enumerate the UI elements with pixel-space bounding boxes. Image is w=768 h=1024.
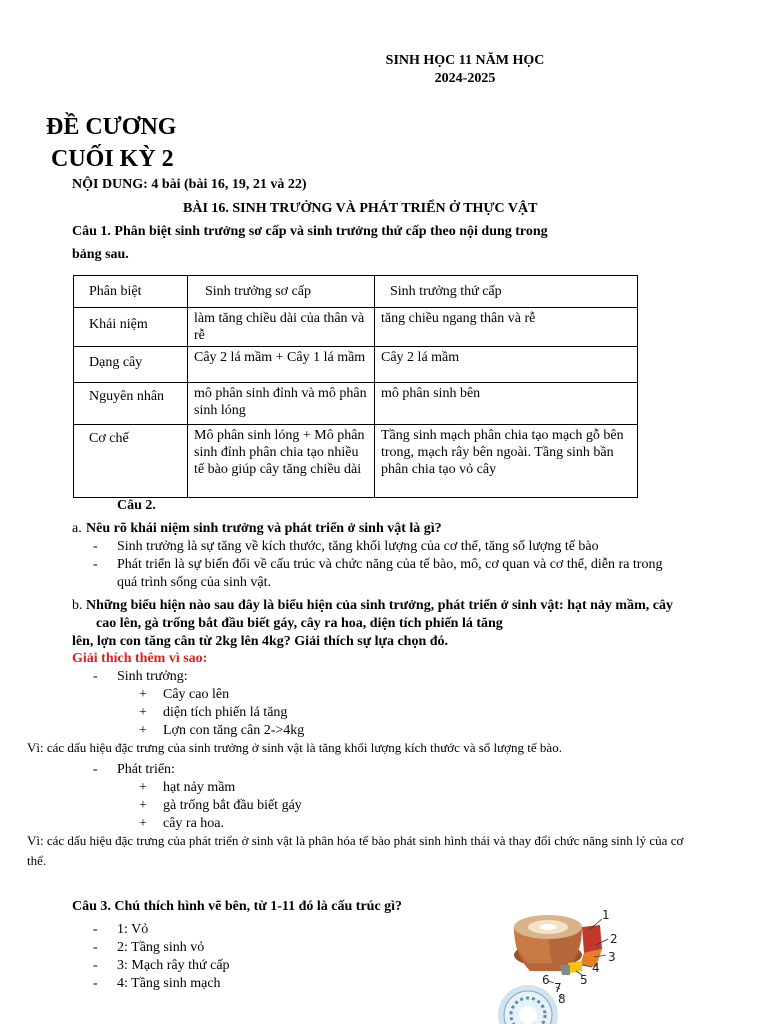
diagram-label: 6 [542,973,550,987]
stem-cross-section-diagram [490,905,640,1024]
table-header-cell: Sinh trưởng thứ cấp [375,276,638,308]
explain-heading: Giải thích thêm vì sao: [72,651,208,666]
table-cell: Cây 2 lá mầm [375,347,638,383]
list-item: Lợn con tăng cân 2->4kg [163,723,305,738]
bullet-plus: + [139,705,147,720]
diagram-label: 4 [592,961,600,975]
header-line-2: 2024-2025 [434,71,496,86]
table-row [74,425,638,498]
part-a-question: Nêu rõ khái niệm sinh trưởng và phát triển ở sinh vật là gì? [86,521,442,536]
bullet-plus: + [139,798,147,813]
table-cell: mô phân sinh đỉnh và mô phân sinh lóng [188,383,375,425]
list-item: gà trống bắt đầu biết gáy [163,798,302,813]
bullet-dash: - [93,976,98,991]
list-item: hạt nảy mầm [163,780,236,795]
part-a-marker: a. [72,521,82,536]
list-item: 1: Vỏ [117,922,149,937]
diagram-label: 3 [608,950,616,964]
list-item: 2: Tầng sinh vỏ [117,940,205,955]
table-cell: Mô phân sinh lóng + Mô phân sinh đỉnh phân chia tạo nhiều tế bào giúp cây tăng chiều dài [188,425,375,498]
part-b-line-3: lên, lợn con tăng cân từ 2kg lên 4kg? Giải thích sự lựa chọn đó. [72,634,449,649]
bullet-dash: - [93,940,98,955]
question-2-label: Câu 2. [117,498,156,513]
list-item: cây ra hoa. [163,816,225,831]
bullet-dash: - [93,922,98,937]
stem-cross-section-disc [498,985,558,1024]
diagram-label: 7 [554,981,562,995]
table-row [74,383,638,425]
table-cell: Tầng sinh mạch phân chia tạo mạch gỗ bên trong, mạch rây bên ngoài. Tầng sinh bần phân chia tạo vỏ cây [375,425,638,498]
part-b-line-2: cao lên, gà trống bắt đầu biết gáy, cây ra hoa, diện tích phiến lá tăng [96,616,503,631]
table-cell: Dạng cây [74,347,188,383]
title-line-2: CUỐI KỲ 2 [51,146,174,172]
development-reason-line-1: Vì: các dấu hiệu đặc trưng của phát triển ở sinh vật là phân hóa tế bào phát sinh hình thái và thay đổi chức năng sinh lý của cơ [27,833,684,848]
list-item-continued: quá trình sống của sinh vật. [117,575,271,590]
question-3: Câu 3. Chú thích hình vẽ bên, từ 1-11 đó là cấu trúc gì? [72,899,403,914]
development-reason-line-2: thể. [27,853,47,868]
bullet-dash: - [93,557,98,572]
diagram-label: 1 [602,908,610,922]
bullet-plus: + [139,723,147,738]
table-header-cell: Phân biệt [74,276,188,308]
growth-reason: Vì: các dấu hiệu đặc trưng của sinh trưởng ở sinh vật là tăng khối lượng kích thước và số lượng tế bào. [27,740,562,755]
diagram-label: 8 [558,992,566,1006]
diagram-label: 2 [610,932,618,946]
table-cell: Nguyên nhân [74,383,188,425]
bullet-plus: + [139,687,147,702]
title-line-1: ĐỀ CƯƠNG [46,114,177,140]
development-label: Phát triển: [117,762,175,777]
table-cell: Cây 2 lá mầm + Cây 1 lá mầm [188,347,375,383]
question-1-line-2: bảng sau. [72,247,129,262]
part-b-line-1: Những biểu hiện nào sau đây là biểu hiện của sinh trưởng, phát triển ở sinh vật: hạt nảy mầm, cây [86,598,673,613]
list-item: Phát triển là sự biến đổi về cấu trúc và chức năng của tế bào, mô, cơ quan và cơ thể, diễn ra trong [117,557,663,572]
comparison-table [73,275,638,498]
lesson-title: BÀI 16. SINH TRƯỞNG VÀ PHÁT TRIỂN Ở THỰC VẬT [183,201,538,216]
question-1-line-1: Câu 1. Phân biệt sinh trưởng sơ cấp và sinh trưởng thứ cấp theo nội dung trong [72,224,548,239]
part-b-marker: b. [72,598,83,613]
bullet-dash: - [93,539,98,554]
table-cell: Cơ chế [74,425,188,498]
bullet-plus: + [139,816,147,831]
table-row [74,347,638,383]
table-cell: làm tăng chiều dài của thân và rễ [188,308,375,347]
bullet-dash: - [93,762,98,777]
table-cell: mô phân sinh bên [375,383,638,425]
growth-label: Sinh trưởng: [117,669,188,684]
table-cell: tăng chiều ngang thân và rễ [375,308,638,347]
table-header-cell: Sinh trưởng sơ cấp [188,276,375,308]
table-cell: Khái niệm [74,308,188,347]
table-header-row [74,276,638,308]
bullet-plus: + [139,780,147,795]
bullet-dash: - [93,669,98,684]
list-item: diện tích phiến lá tăng [163,705,288,720]
table-row [74,308,638,347]
diagram-label: 5 [580,973,588,987]
list-item: 3: Mạch rây thứ cấp [117,958,230,973]
list-item: Sinh trưởng là sự tăng về kích thước, tăng khối lượng của cơ thể, tăng số lượng tế bào [117,539,599,554]
bullet-dash: - [93,958,98,973]
list-item: Cây cao lên [163,687,230,702]
header-line-1: SINH HỌC 11 NĂM HỌC [385,53,545,68]
content-scope: NỘI DUNG: 4 bài (bài 16, 19, 21 và 22) [72,177,307,192]
list-item: 4: Tầng sinh mạch [117,976,221,991]
